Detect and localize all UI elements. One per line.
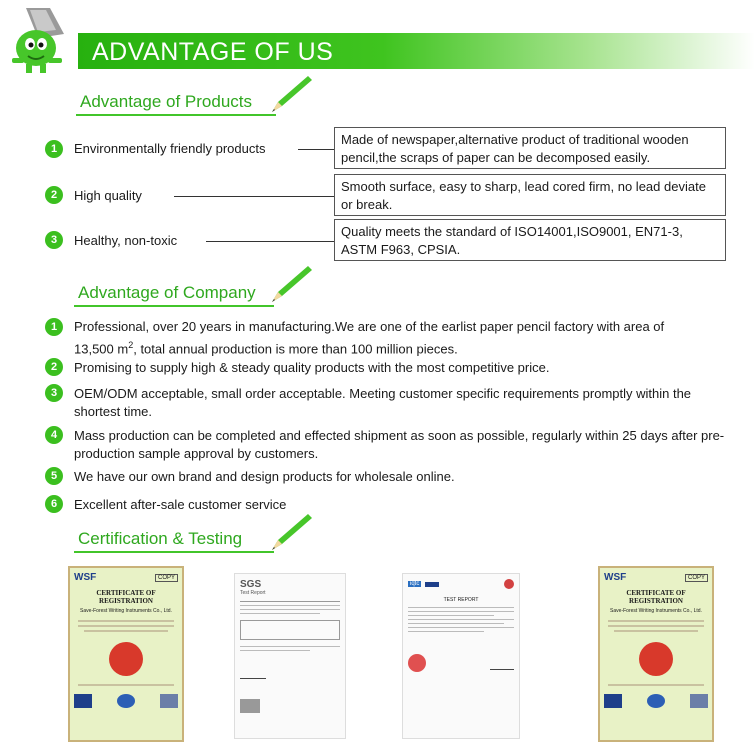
text-line xyxy=(240,613,320,614)
certificate-heading: CERTIFICATE OF REGISTRATION xyxy=(96,589,156,605)
company-item-text: Promising to supply high & steady quality products with the most competitive price. xyxy=(74,360,550,375)
seal-icon xyxy=(408,654,426,672)
text-line xyxy=(408,623,504,624)
certificate-company: Save-Forest Writing Instruments Co., Ltd. xyxy=(80,608,172,614)
accreditation-logo xyxy=(160,694,178,708)
text-line xyxy=(408,615,494,616)
certificate-company: Save-Forest Writing Instruments Co., Ltd. xyxy=(610,608,702,614)
iqtc-test-report-image xyxy=(402,573,520,739)
certificate-image-wsf xyxy=(68,566,184,742)
section-title-company: Advantage of Company xyxy=(78,283,256,302)
number-badge: 1 xyxy=(45,140,63,158)
iqtc-logo: iqtc xyxy=(410,581,420,587)
pencil-mascot-icon xyxy=(6,4,76,74)
section-title-products: Advantage of Products xyxy=(80,92,253,111)
number-badge: 3 xyxy=(45,231,63,249)
iaf-logo xyxy=(117,694,135,708)
connector-line xyxy=(206,241,334,242)
text-line xyxy=(240,601,340,602)
company-item-line xyxy=(74,336,734,358)
page-title: ADVANTAGE OF US xyxy=(92,38,334,66)
production-text: , total annual production is more than 100 million pieces. xyxy=(133,341,458,357)
text-line xyxy=(608,620,704,622)
text-line xyxy=(408,619,514,620)
company-item-text: OEM/ODM acceptable, small order acceptable. Meeting customer specific requirements promptly within the shortest time. xyxy=(74,386,692,419)
text-line xyxy=(78,684,174,686)
product-label: Environmentally friendly products xyxy=(74,141,266,156)
pencil-icon xyxy=(268,74,314,114)
connector-line xyxy=(174,196,334,197)
text-line xyxy=(78,620,174,622)
wsf-logo: WSF xyxy=(74,572,97,583)
text-line xyxy=(408,611,514,612)
number-badge: 2 xyxy=(45,358,63,376)
text-line xyxy=(408,631,484,632)
pencil-icon xyxy=(268,512,314,552)
product-detail-box: Smooth surface, easy to sharp, lead cored firm, no lead deviate or break. xyxy=(334,174,726,216)
text-line xyxy=(408,627,514,628)
section-underline xyxy=(74,305,274,307)
number-badge: 2 xyxy=(45,186,63,204)
product-label: High quality xyxy=(74,188,142,203)
product-detail-box: Made of newspaper,alternative product of traditional wooden pencil,the scraps of paper can be decomposed easily. xyxy=(334,127,726,169)
pencil-icon xyxy=(268,264,314,304)
area-exponent: 2 xyxy=(128,340,134,350)
number-badge: 5 xyxy=(45,467,63,485)
certificate-image-wsf xyxy=(598,566,714,742)
text-line xyxy=(78,625,174,627)
company-item-text: We have our own brand and design products for wholesale online. xyxy=(74,469,455,484)
certificate-heading: CERTIFICATE OF REGISTRATION xyxy=(626,589,686,605)
text-line xyxy=(614,630,698,632)
connector-line xyxy=(298,149,334,150)
accreditation-logo xyxy=(504,579,514,589)
text-line xyxy=(608,684,704,686)
seal-icon xyxy=(109,642,143,676)
stamp-icon xyxy=(240,699,260,713)
copy-stamp: COPY xyxy=(685,574,708,582)
accreditation-logo xyxy=(425,582,439,587)
number-badge: 4 xyxy=(45,426,63,444)
iaf-logo xyxy=(647,694,665,708)
section-underline xyxy=(74,551,274,553)
copy-stamp: COPY xyxy=(155,574,178,582)
text-line xyxy=(240,650,310,651)
company-item-text xyxy=(74,318,734,358)
accreditation-logo xyxy=(604,694,622,708)
section-title-certification: Certification & Testing xyxy=(78,529,243,548)
text-line xyxy=(608,625,704,627)
text-line xyxy=(408,607,514,608)
seal-icon xyxy=(639,642,673,676)
wsf-logo: WSF xyxy=(604,572,627,583)
product-label: Healthy, non-toxic xyxy=(74,233,178,248)
product-detail-box: Quality meets the standard of ISO14001,ISO9001, EN71-3, ASTM F963, CPSIA. xyxy=(334,219,726,261)
signature-icon xyxy=(490,662,514,670)
number-badge: 3 xyxy=(45,384,63,402)
accreditation-logo xyxy=(690,694,708,708)
report-heading: Test Report xyxy=(240,590,266,596)
text-line xyxy=(240,646,340,647)
section-underline xyxy=(76,114,276,116)
report-heading: TEST REPORT xyxy=(443,597,479,603)
accreditation-logo xyxy=(74,694,92,708)
text-line xyxy=(240,609,340,610)
text-line xyxy=(240,605,340,606)
sgs-test-report-image xyxy=(234,573,346,739)
results-table xyxy=(240,620,340,640)
sgs-logo: SGS xyxy=(240,579,262,590)
number-badge: 6 xyxy=(45,495,63,513)
company-item-text: Mass production can be completed and effected shipment as soon as possible, regularly within 25 days after pre-production sample approval by customers. xyxy=(74,428,725,461)
signature-icon xyxy=(240,663,266,679)
number-badge: 1 xyxy=(45,318,63,336)
company-item-text: Excellent after-sale customer service xyxy=(74,497,287,512)
text-line xyxy=(84,630,168,632)
area-value: 13,500 m xyxy=(74,341,129,357)
company-item-line: Professional, over 20 years in manufacturing.We are one of the earlist paper pencil factory with area of xyxy=(74,319,665,334)
